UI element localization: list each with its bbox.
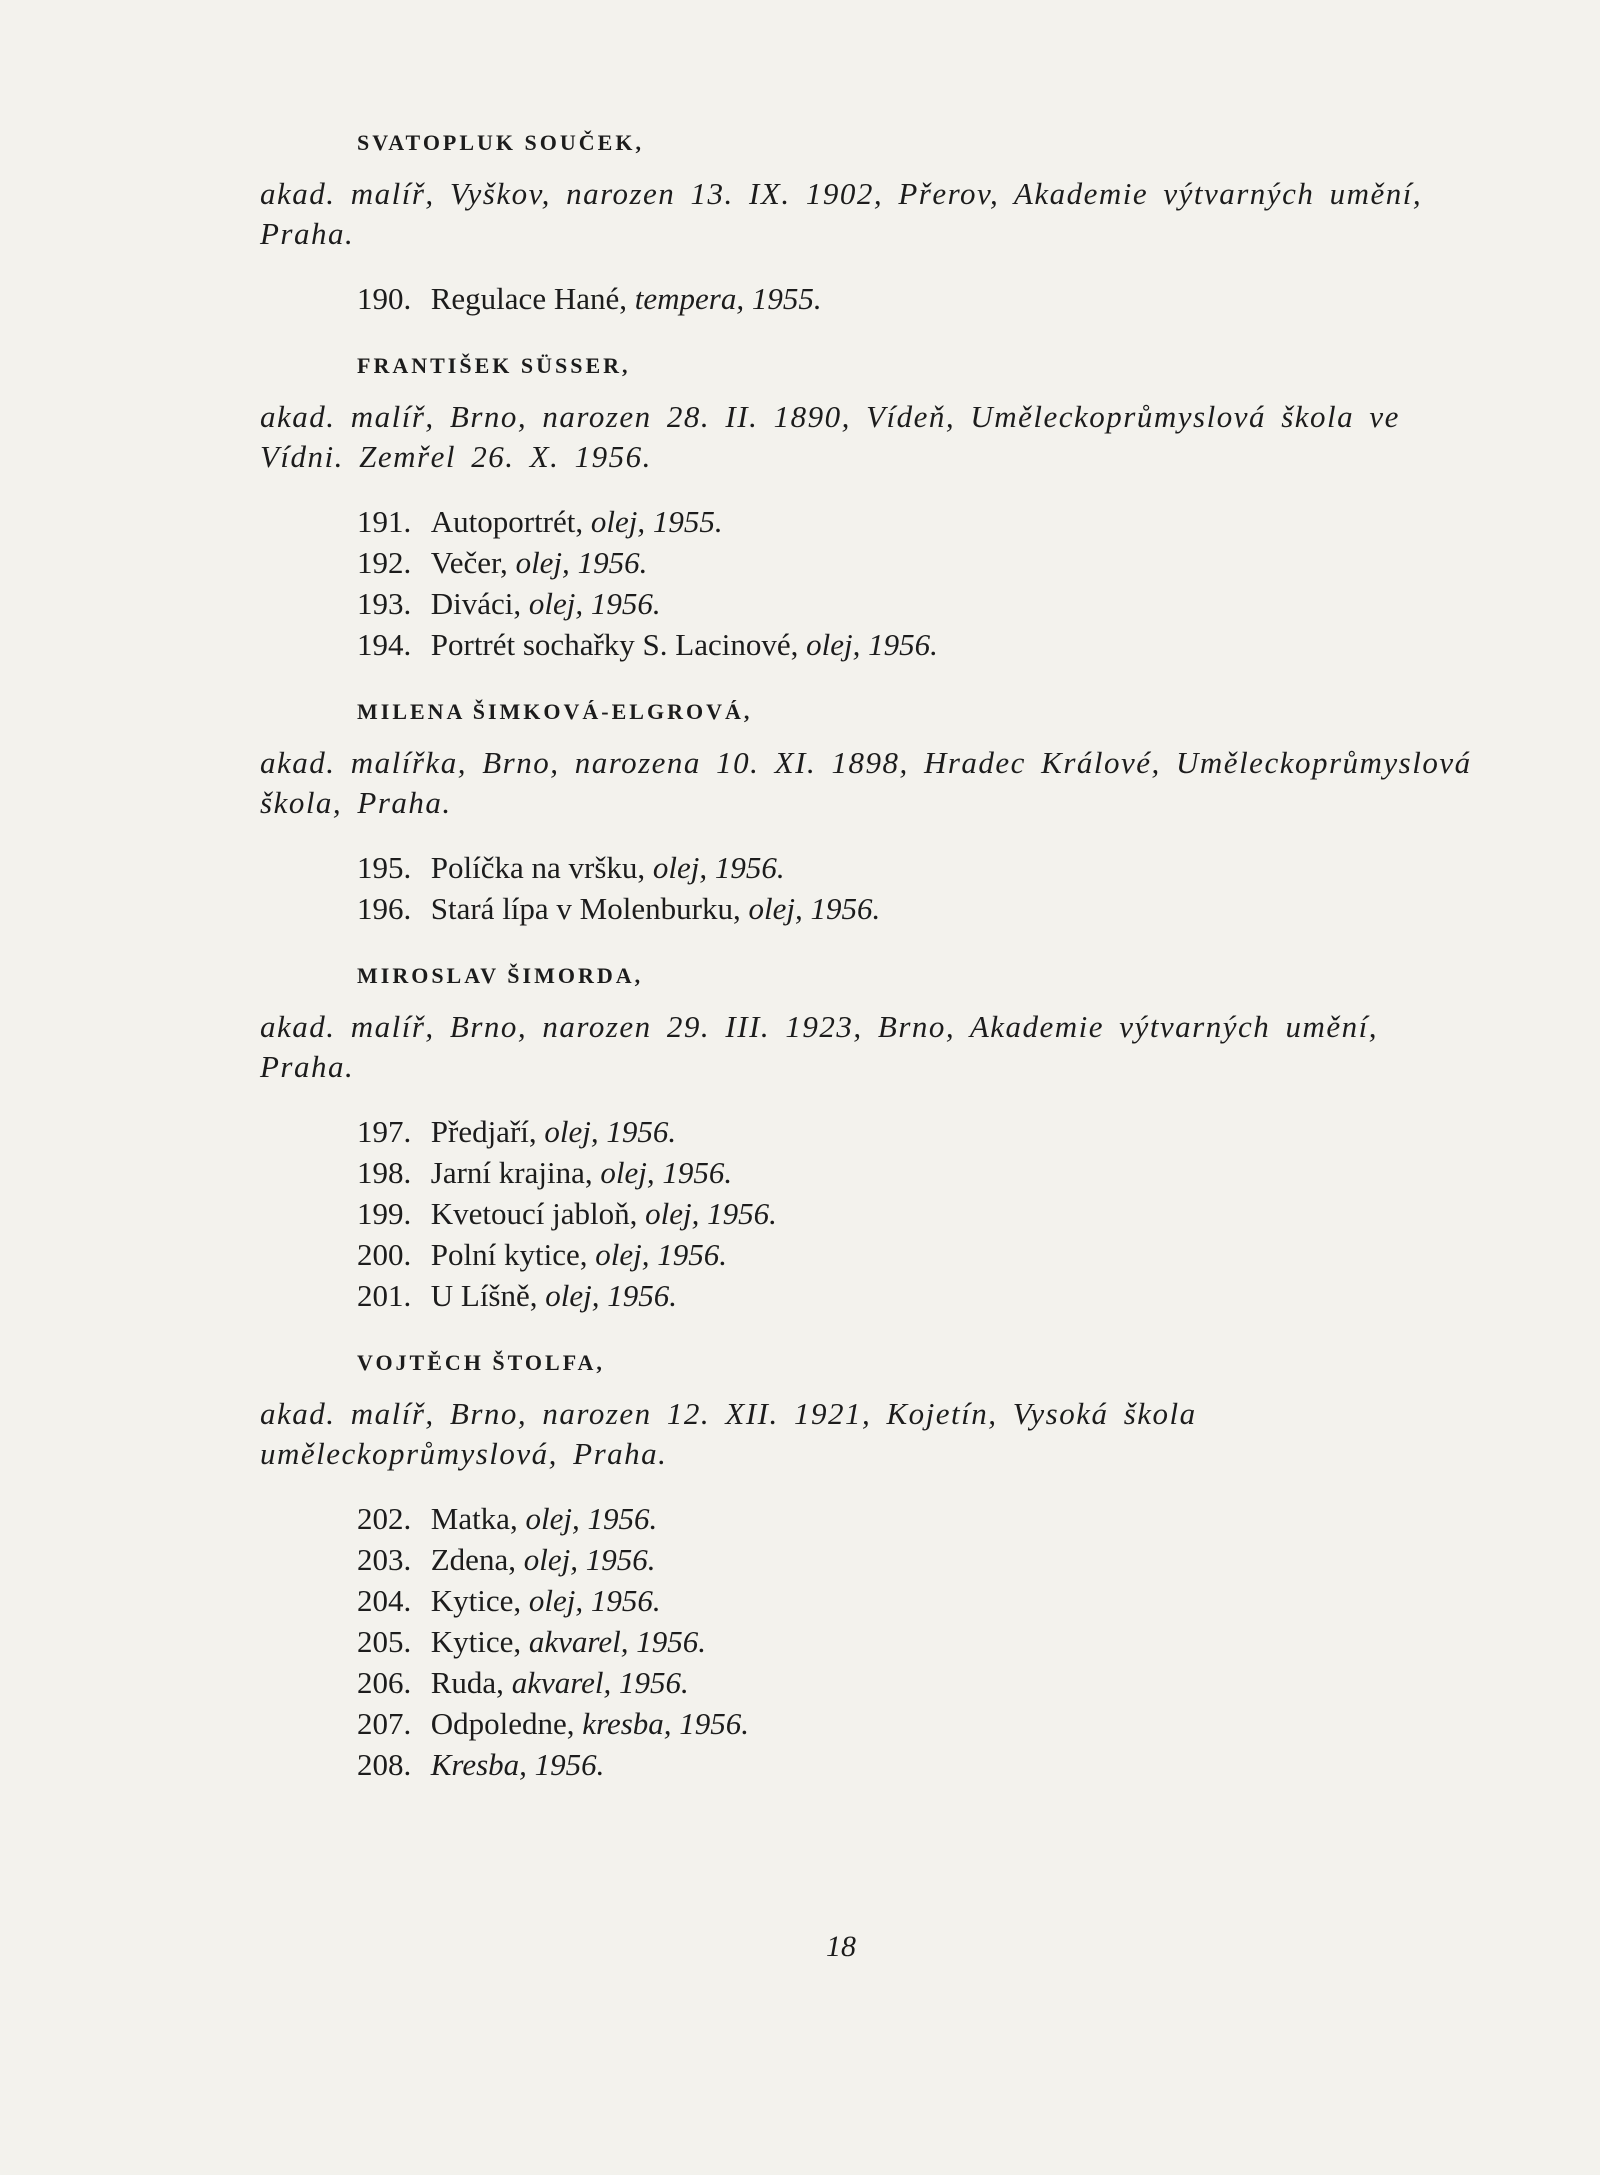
work-number: 201. (357, 1278, 412, 1313)
artist-section (252, 130, 1472, 319)
work-year: 1956. (577, 545, 648, 580)
work-item (357, 624, 1472, 665)
artist-bio: akad. malíř, Brno, narozen 28. II. 1890, Vídeň, Uměleckoprůmyslová škola ve Vídni. Zemřel 26. X. 1956. (260, 399, 1400, 474)
work-number: 202. (357, 1501, 412, 1536)
artist-section (252, 1350, 1472, 1785)
work-technique: olej, (525, 1501, 580, 1536)
work-technique: olej, (806, 627, 861, 662)
work-number: 195. (357, 850, 412, 885)
work-item (357, 1111, 1472, 1152)
work-number: 191. (357, 504, 412, 539)
work-year: 1956. (679, 1706, 750, 1741)
work-item (357, 1744, 1472, 1785)
artist-name: VOJTĚCH ŠTOLFA, (357, 1350, 605, 1375)
work-year: 1955. (751, 281, 822, 316)
work-title: Matka, (430, 1501, 518, 1536)
work-number: 208. (357, 1747, 412, 1782)
work-year: 1956. (714, 850, 785, 885)
work-title: Kvetoucí jabloň, (430, 1196, 638, 1231)
work-title: Diváci, (430, 586, 522, 621)
work-title: Stará lípa v Molenburku, (430, 891, 741, 926)
work-number: 196. (357, 891, 412, 926)
work-technique: akvarel, (528, 1624, 629, 1659)
work-title: Autoportrét, (430, 504, 584, 539)
work-number: 199. (357, 1196, 412, 1231)
work-title: Odpoledne, (430, 1706, 575, 1741)
artist-name: SVATOPLUK SOUČEK, (357, 130, 644, 155)
works-list (252, 847, 1472, 929)
work-number: 206. (357, 1665, 412, 1700)
work-technique: olej, (515, 545, 570, 580)
work-title: Jarní krajina, (430, 1155, 593, 1190)
work-year: 1956. (662, 1155, 733, 1190)
work-year: 1956. (590, 1583, 661, 1618)
artist-name: FRANTIŠEK SÜSSER, (357, 353, 631, 378)
artist-bio: akad. malíř, Brno, narozen 29. III. 1923, Brno, Akademie výtvarných umění, Praha. (260, 1009, 1379, 1084)
works-list (252, 1498, 1472, 1785)
work-year: 1956. (534, 1747, 605, 1782)
work-title: Portrét sochařky S. Lacinové, (430, 627, 799, 662)
artist-section (252, 699, 1472, 929)
work-number: 205. (357, 1624, 412, 1659)
work-title: Zdena, (430, 1542, 516, 1577)
works-list (252, 1111, 1472, 1316)
work-year: 1956. (590, 586, 661, 621)
work-year: 1956. (585, 1542, 656, 1577)
work-year: 1956. (868, 627, 938, 662)
artist-name: MILENA ŠIMKOVÁ-ELGROVÁ, (357, 699, 753, 724)
work-item (357, 1498, 1472, 1539)
artist-section (252, 963, 1472, 1316)
work-year: 1956. (707, 1196, 777, 1231)
catalog-content (252, 130, 1472, 1819)
work-item (357, 1234, 1472, 1275)
work-year: 1955. (652, 504, 723, 539)
work-technique: Kresba, (430, 1747, 527, 1782)
work-technique: olej, (528, 586, 584, 621)
work-item (357, 1662, 1472, 1703)
work-item (357, 501, 1472, 542)
artist-bio: akad. malíř, Brno, narozen 12. XII. 1921, Kojetín, Vysoká škola uměleckoprůmyslová, Praha. (260, 1396, 1197, 1471)
work-title: Kytice, (430, 1624, 522, 1659)
work-number: 204. (357, 1583, 412, 1618)
work-title: Ruda, (430, 1665, 504, 1700)
work-title: Políčka na vršku, (430, 850, 646, 885)
work-item (357, 278, 1472, 319)
work-number: 198. (357, 1155, 412, 1190)
work-item (357, 1275, 1472, 1316)
work-number: 190. (357, 281, 412, 316)
work-item (357, 888, 1472, 929)
work-number: 200. (357, 1237, 412, 1272)
work-title: Večer, (430, 545, 508, 580)
work-year: 1956. (810, 891, 881, 926)
work-technique: olej, (748, 891, 803, 926)
work-title: Kytice, (430, 1583, 522, 1618)
work-item (357, 583, 1472, 624)
work-item (357, 1193, 1472, 1234)
work-item (357, 847, 1472, 888)
works-list (252, 278, 1472, 319)
work-item (357, 1580, 1472, 1621)
work-item (357, 1703, 1472, 1744)
work-year: 1956. (657, 1237, 727, 1272)
work-item (357, 1539, 1472, 1580)
artist-name: MIROSLAV ŠIMORDA, (357, 963, 644, 988)
work-technique: olej, (600, 1155, 655, 1190)
artist-bio: akad. malíř, Vyškov, narozen 13. IX. 1902, Přerov, Akademie výtvarných umění, Praha. (260, 176, 1423, 251)
work-item (357, 542, 1472, 583)
work-title: U Líšně, (430, 1278, 538, 1313)
work-technique: tempera, (634, 281, 745, 316)
work-title: Polní kytice, (430, 1237, 588, 1272)
work-number: 193. (357, 586, 412, 621)
work-number: 194. (357, 627, 412, 662)
work-technique: olej, (544, 1114, 599, 1149)
artist-bio: akad. malířka, Brno, narozena 10. XI. 1898, Hradec Králové, Uměleckoprůmyslová škola, Praha. (260, 745, 1472, 820)
work-technique: olej, (645, 1196, 700, 1231)
work-technique: olej, (523, 1542, 578, 1577)
work-technique: olej, (590, 504, 646, 539)
work-year: 1956. (636, 1624, 706, 1659)
work-item (357, 1621, 1472, 1662)
work-number: 197. (357, 1114, 412, 1149)
work-technique: kresba, (582, 1706, 672, 1741)
artist-section (252, 353, 1472, 665)
work-title: Předjaří, (430, 1114, 537, 1149)
page-number: 18 (826, 1930, 856, 1963)
work-year: 1956. (606, 1114, 677, 1149)
work-technique: olej, (652, 850, 708, 885)
work-technique: olej, (528, 1583, 584, 1618)
work-year: 1956. (587, 1501, 658, 1536)
work-year: 1956. (607, 1278, 678, 1313)
work-technique: olej, (545, 1278, 600, 1313)
work-technique: akvarel, (511, 1665, 612, 1700)
work-item (357, 1152, 1472, 1193)
work-year: 1956. (619, 1665, 689, 1700)
work-number: 203. (357, 1542, 412, 1577)
work-number: 192. (357, 545, 412, 580)
work-title: Regulace Hané, (430, 281, 627, 316)
works-list (252, 501, 1472, 665)
work-technique: olej, (595, 1237, 650, 1272)
work-number: 207. (357, 1706, 412, 1741)
